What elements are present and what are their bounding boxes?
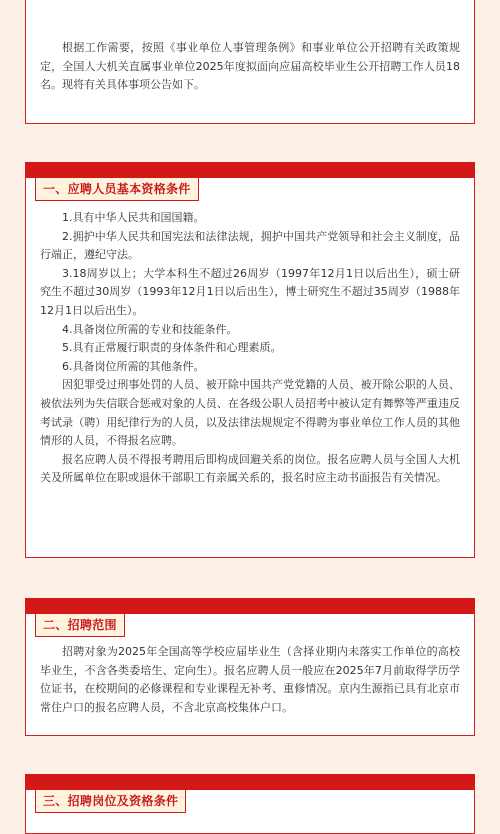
section-3-header-bar xyxy=(25,774,475,790)
section-1-card xyxy=(25,162,475,558)
qualification-item: 1.具有中华人民共和国国籍。 xyxy=(62,211,205,224)
qualification-item: 2.拥护中华人民共和国宪法和法律法规，拥护中国共产党领导和社会主义制度，品行端正，遵纪守法。 xyxy=(40,229,460,262)
section-2-header-bar xyxy=(25,598,475,614)
section-1-body xyxy=(26,163,474,488)
section-2-title: 二、招聘范围 xyxy=(35,613,125,637)
qualification-item: 6.具备岗位所需的其他条件。 xyxy=(62,359,205,373)
intro-card xyxy=(25,0,475,124)
qualification-item: 3.18周岁以上；大学本科生不超过26周岁（1997年12月1日以后出生），硕士研究生不超过30周岁（1993年12月1日以后出生），博士研究生不超过35周岁（1988年12月1日以后出生）。 xyxy=(40,266,460,317)
section-1-header-bar xyxy=(25,162,475,178)
exclusion-paragraph: 因犯罪受过刑事处罚的人员、被开除中国共产党党籍的人员、被开除公职的人员、被依法列为失信联合惩戒对象的人员、在各级公职人员招考中被认定有舞弊等严重违反考试录（聘）用纪律行为的人员，以及法律法规规定不得聘为事业单位工作人员的其他情形的人员，不得报名应聘。 xyxy=(40,378,460,448)
section-3-card xyxy=(25,774,475,834)
intro-paragraph: 根据工作需要，按照《事业单位人事管理条例》和事业单位公开招聘有关政策规定，全国人大机关直属事业单位2025年度拟面向应届高校毕业生公开招聘工作人员18名。现将有关具体事项公告如下。 xyxy=(40,41,460,92)
section-1-title: 一、应聘人员基本资格条件 xyxy=(35,177,199,201)
qualification-item: 5.具有正常履行职责的身体条件和心理素质。 xyxy=(62,341,282,355)
recruitment-scope-paragraph: 招聘对象为2025年全国高等学校应届毕业生（含择业期内未落实工作单位的高校毕业生，不含各类委培生、定向生）。报名应聘人员一般应在2025年7月前取得学历学位证书，在校期间的必修课程和专业课程无补考、重修情况。京内生源指已具有北京市常住户口的报名应聘人员，不含北京高校集体户口。 xyxy=(40,645,460,714)
section-3-title: 三、招聘岗位及资格条件 xyxy=(35,789,186,813)
avoidance-paragraph: 报名应聘人员不得报考聘用后即构成回避关系的岗位。报名应聘人员与全国人大机关及所属单位在职或退休干部职工有亲属关系的，报名时应主动书面报告有关情况。 xyxy=(40,452,460,485)
section-2-card xyxy=(25,598,475,736)
qualification-item: 4.具备岗位所需的专业和技能条件。 xyxy=(62,322,238,336)
